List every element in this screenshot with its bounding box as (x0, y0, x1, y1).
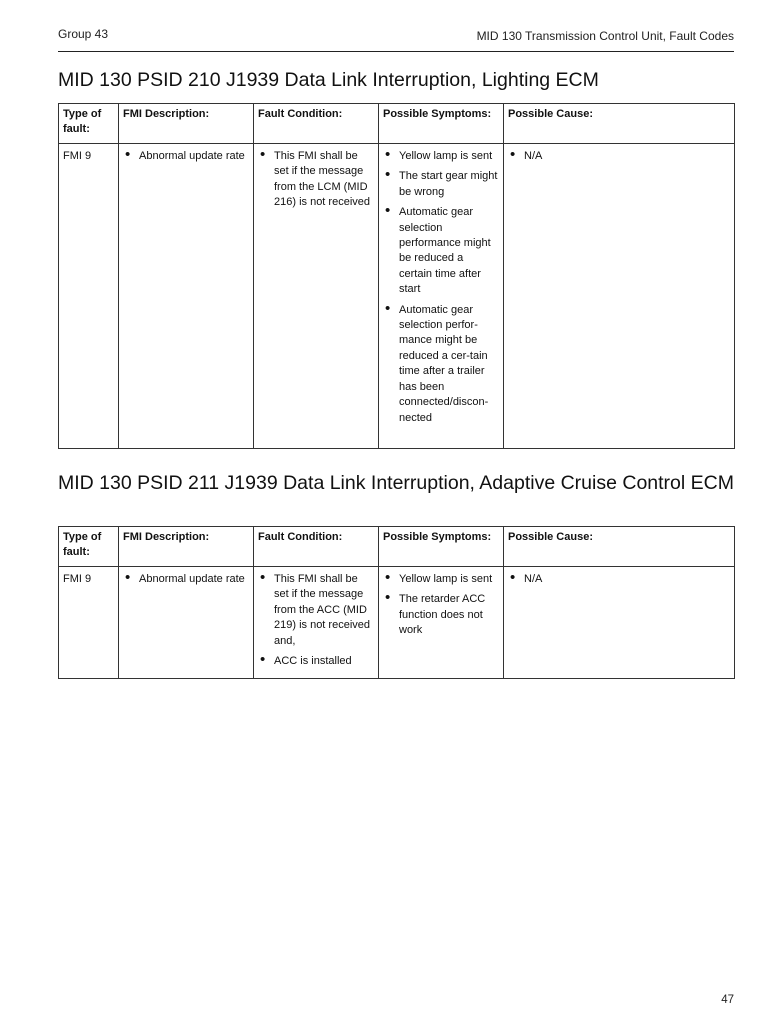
list-item: • This FMI shall be set if the message from the LCM (MID 216) is not received (258, 149, 374, 211)
list-item: • The start gear might be wrong (383, 169, 499, 200)
column-header-type: Type of fault: (59, 104, 119, 144)
list-item: • Yellow lamp is sent (383, 572, 499, 587)
list-item: • The retarder ACC function does not work (383, 592, 499, 638)
cell-possible-symptoms (379, 144, 504, 449)
list-item: • Yellow lamp is sent (383, 149, 499, 164)
list-item: • Automatic gear selection perfor-mance might be reduced a cer-tain time after a trailer has been connected/discon-nected (383, 303, 499, 426)
column-header-fault-condition: Fault Condition: (254, 104, 379, 144)
column-header-possible-symptoms: Possible Symptoms: (379, 104, 504, 144)
header-group: Group 43 (58, 27, 109, 41)
section-title-psid-211: MID 130 PSID 211 J1939 Data Link Interruption, Adaptive Cruise Control ECM (58, 472, 734, 494)
cell-possible-cause (504, 567, 735, 679)
list-item: • N/A (508, 572, 730, 587)
list-item: • Abnormal update rate (123, 149, 249, 164)
column-header-fmi-description: FMI Description: (119, 527, 254, 567)
column-header-fault-condition: Fault Condition: (254, 527, 379, 567)
table-header-row (59, 104, 735, 144)
cell-fmi-description (119, 567, 254, 679)
table-row (59, 144, 735, 449)
column-header-type: Type of fault: (59, 527, 119, 567)
fault-table-psid-211 (58, 526, 735, 679)
table-row (59, 567, 735, 679)
cell-fault-condition (254, 567, 379, 679)
list-item: • ACC is installed (258, 654, 374, 669)
table-header-row (59, 527, 735, 567)
list-item: • Abnormal update rate (123, 572, 249, 587)
column-header-possible-cause: Possible Cause: (504, 527, 735, 567)
list-item: • Automatic gear selection performance might be reduced a certain time after start (383, 205, 499, 297)
cell-type: FMI 9 (59, 567, 119, 679)
list-item: • This FMI shall be set if the message from the ACC (MID 219) is not received and, (258, 572, 374, 649)
section-title-psid-210: MID 130 PSID 210 J1939 Data Link Interruption, Lighting ECM (58, 69, 599, 91)
column-header-possible-symptoms: Possible Symptoms: (379, 527, 504, 567)
header-document-title: MID 130 Transmission Control Unit, Fault Codes (476, 29, 734, 43)
cell-fault-condition (254, 144, 379, 449)
column-header-possible-cause: Possible Cause: (504, 104, 735, 144)
page-number: 47 (721, 994, 734, 1006)
cell-possible-symptoms (379, 567, 504, 679)
list-item: • N/A (508, 149, 730, 164)
cell-fmi-description (119, 144, 254, 449)
page-header (58, 27, 734, 52)
column-header-fmi-description: FMI Description: (119, 104, 254, 144)
cell-possible-cause (504, 144, 735, 449)
fault-table-psid-210 (58, 103, 735, 449)
cell-type: FMI 9 (59, 144, 119, 449)
